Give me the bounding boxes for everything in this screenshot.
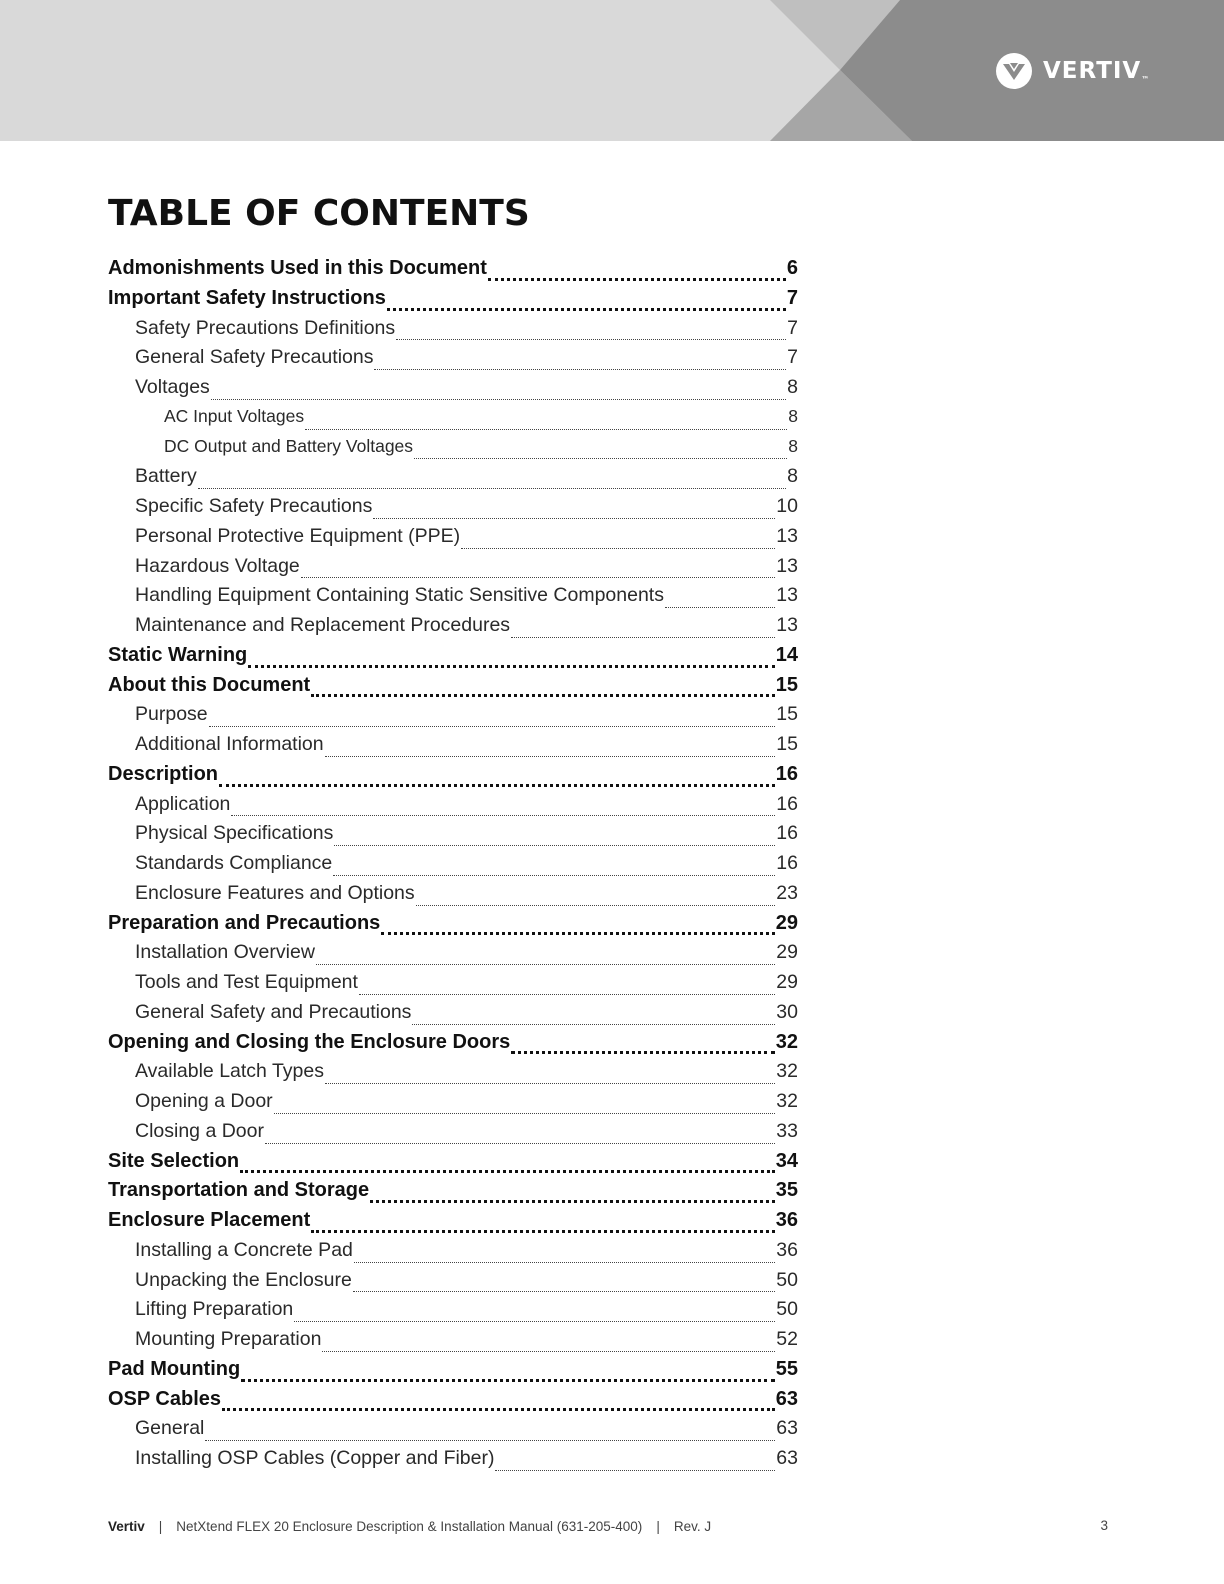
toc-leader-dots [416,904,776,906]
toc-leader-dots [373,517,775,519]
toc-leader-dots [209,725,776,727]
toc-entry[interactable] [108,941,798,971]
toc-entry[interactable] [108,674,798,704]
toc-entry[interactable] [108,1239,798,1269]
toc-leader-dots [495,1469,775,1471]
toc-entry-page: 63 [776,1447,798,1469]
footer-document-title: NetXtend FLEX 20 Enclosure Description & Installation Manual (631-205-400) [176,1518,643,1534]
toc-entry-page: 13 [776,554,798,577]
toc-leader-dots [414,457,787,459]
toc-entry-page: 50 [776,1298,798,1321]
footer-separator: | [158,1518,163,1534]
toc-leader-dots [305,428,787,430]
toc-entry-page: 29 [775,911,798,934]
toc-entry-page: 16 [775,762,798,785]
toc-entry-page: 55 [775,1357,798,1380]
footer-revision: Rev. J [673,1518,712,1534]
toc-entry-title: Handling Equipment Containing Static Sensitive Components [135,584,664,607]
toc-entry-title: Opening and Closing the Enclosure Doors [108,1030,511,1053]
toc-entry-title: Installing OSP Cables (Copper and Fiber) [135,1447,495,1469]
toc-entry[interactable] [108,1417,798,1447]
toc-entry-title: Pad Mounting [108,1357,241,1380]
toc-entry[interactable] [108,555,798,585]
toc-entry-page: 13 [776,584,798,607]
toc-leader-dots [316,963,775,965]
toc-leader-dots [265,1142,775,1144]
header-band [0,0,1224,141]
toc-entry-page: 29 [776,971,798,993]
toc-leader-dots [325,755,776,757]
toc-entry[interactable] [108,317,798,347]
toc-entry[interactable] [108,882,798,912]
toc-leader-dots [294,1320,775,1322]
toc-leader-dots [231,814,775,816]
toc-entry-title: AC Input Voltages [164,405,305,426]
toc-entry-page: 6 [786,257,798,279]
toc-leader-dots [488,277,786,281]
toc-entry[interactable] [108,703,798,733]
toc-entry-page: 16 [776,822,798,845]
toc-entry[interactable] [108,1298,798,1328]
toc-entry[interactable] [108,584,798,614]
logo-wordmark: VERTIV™ [1043,58,1151,84]
toc-entry[interactable] [108,1090,798,1120]
toc-entry[interactable] [108,852,798,882]
toc-entry[interactable] [108,406,798,436]
toc-leader-dots [311,693,775,697]
toc-entry-title: Enclosure Placement [108,1209,311,1231]
toc-entry-title: Admonishments Used in this Document [108,257,487,279]
toc-leader-dots [359,993,775,995]
toc-leader-dots [374,368,786,370]
toc-entry-page: 15 [776,703,798,726]
toc-entry[interactable] [108,346,798,376]
toc-leader-dots [353,1290,776,1292]
vertiv-logo [995,52,1150,90]
toc-entry-title: Purpose [135,703,208,726]
toc-entry-page: 8 [787,376,798,398]
toc-leader-dots [274,1112,776,1114]
toc-entry-title: General [135,1417,205,1440]
toc-entry-page: 10 [776,495,798,517]
toc-entry-title: Maintenance and Replacement Procedures [135,614,511,636]
toc-entry[interactable] [108,1120,798,1150]
toc-entry[interactable] [108,763,798,793]
toc-entry[interactable] [108,971,798,1001]
toc-leader-dots [396,338,786,340]
toc-entry-title: About this Document [108,673,311,696]
toc-entry-page: 8 [787,465,798,488]
toc-entry-page: 15 [775,673,798,696]
toc-entry-page: 32 [776,1090,798,1112]
toc-entry-page: 50 [776,1268,798,1291]
toc-entry-page: 13 [776,614,798,636]
toc-leader-dots [333,874,775,876]
toc-leader-dots [211,398,786,400]
toc-entry[interactable] [108,912,798,942]
toc-entry[interactable] [108,287,798,317]
toc-entry-title: Personal Protective Equipment (PPE) [135,524,461,547]
toc-leader-dots [370,1199,775,1203]
toc-leader-dots [665,606,775,608]
toc-leader-dots [381,931,774,935]
toc-entry[interactable] [108,257,798,287]
toc-entry-title: Lifting Preparation [135,1298,294,1321]
vertiv-logo-icon [995,52,1033,90]
toc-leader-dots [240,1169,775,1173]
toc-entry-page: 36 [776,1238,798,1261]
toc-entry-page: 33 [776,1119,798,1142]
toc-entry[interactable] [108,614,798,644]
toc-entry-title: Battery [135,465,197,488]
page-footer [108,1515,1108,1537]
toc-entry-page: 32 [776,1060,798,1083]
toc-entry[interactable] [108,1388,798,1418]
toc-entry-title: Closing a Door [135,1119,264,1142]
toc-entry[interactable] [108,644,798,674]
toc-leader-dots [511,636,775,638]
toc-entry-title: OSP Cables [108,1387,222,1410]
toc-leader-dots [219,783,775,787]
toc-leader-dots [387,307,786,311]
toc-entry-page: 13 [776,524,798,547]
toc-entry-page: 15 [776,733,798,755]
toc-entry-page: 35 [775,1179,798,1202]
toc-leader-dots [248,664,774,668]
toc-entry-title: Installation Overview [135,941,315,964]
toc-entry-title: Available Latch Types [135,1060,324,1083]
toc-entry-title: DC Output and Battery Voltages [164,435,414,456]
toc-entry[interactable] [108,1060,798,1090]
toc-entry[interactable] [108,1209,798,1239]
toc-entry-page: 32 [775,1030,798,1053]
toc-entry[interactable] [108,1001,798,1031]
toc-entry[interactable] [108,1269,798,1299]
toc-entry-page: 52 [776,1328,798,1350]
toc-entry-title: Additional Information [135,733,324,755]
toc-entry[interactable] [108,1179,798,1209]
toc-entry-page: 7 [787,316,798,339]
toc-entry-page: 34 [775,1149,798,1172]
footer-page-number: 3 [1100,1518,1108,1533]
toc-entry-title: Transportation and Storage [108,1179,370,1202]
toc-leader-dots [301,576,776,578]
toc-entry-title: Mounting Preparation [135,1328,322,1350]
toc-entry-title: Physical Specifications [135,822,334,845]
toc-entry[interactable] [108,465,798,495]
toc-entry-page: 7 [787,346,798,369]
toc-entry-page: 8 [788,405,798,426]
toc-entry-page: 8 [788,435,798,456]
toc-entry-title: Specific Safety Precautions [135,495,373,517]
toc-entry-page: 16 [776,852,798,874]
toc-entry-title: Voltages [135,376,210,398]
toc-entry-page: 36 [775,1209,798,1231]
toc-entry[interactable] [108,1328,798,1358]
toc-entry[interactable] [108,525,798,555]
toc-entry-title: Standards Compliance [135,852,333,874]
toc-entry-page: 63 [776,1417,798,1440]
toc-leader-dots [322,1350,775,1352]
toc-leader-dots [412,1023,775,1025]
page-title: TABLE OF CONTENTS [108,193,530,234]
toc-entry-title: Hazardous Voltage [135,554,300,577]
toc-entry-title: Tools and Test Equipment [135,971,358,993]
toc-entry-title: Application [135,792,231,815]
footer-separator: | [656,1518,660,1534]
toc-entry[interactable] [108,1150,798,1180]
toc-entry-page: 23 [776,881,798,904]
toc-entry[interactable] [108,436,798,466]
toc-leader-dots [334,844,775,846]
toc-entry-title: Unpacking the Enclosure [135,1268,352,1291]
toc-entry-page: 63 [775,1387,798,1410]
toc-leader-dots [205,1439,775,1441]
toc-entry[interactable] [108,495,798,525]
toc-entry-page: 30 [776,1000,798,1023]
toc-entry-title: Site Selection [108,1149,240,1172]
toc-entry-title: Enclosure Features and Options [135,881,415,904]
toc-leader-dots [354,1261,775,1263]
table-of-contents [108,257,798,1477]
toc-leader-dots [222,1407,775,1411]
footer-brand: Vertiv [108,1518,145,1534]
toc-entry[interactable] [108,793,798,823]
toc-entry-title: General Safety Precautions [135,346,374,369]
toc-entry-page: 16 [776,792,798,815]
toc-entry[interactable] [108,1447,798,1477]
toc-leader-dots [325,1082,775,1084]
toc-entry[interactable] [108,1031,798,1061]
toc-entry-page: 7 [786,286,798,309]
toc-entry[interactable] [108,822,798,852]
toc-leader-dots [311,1229,774,1233]
toc-entry-title: Installing a Concrete Pad [135,1238,353,1261]
toc-entry[interactable] [108,733,798,763]
toc-leader-dots [241,1378,775,1382]
toc-entry-title: Static Warning [108,643,248,666]
toc-entry-title: Preparation and Precautions [108,911,381,934]
toc-entry-title: Description [108,762,219,785]
toc-entry-title: Safety Precautions Definitions [135,316,396,339]
toc-leader-dots [198,487,786,489]
toc-entry-title: Opening a Door [135,1090,273,1112]
toc-entry-page: 14 [775,643,798,666]
toc-entry-title: General Safety and Precautions [135,1000,412,1023]
toc-entry-title: Important Safety Instructions [108,286,386,309]
toc-entry-page: 29 [776,941,798,964]
toc-leader-dots [511,1050,774,1054]
toc-entry[interactable] [108,1358,798,1388]
toc-leader-dots [461,547,775,549]
toc-entry[interactable] [108,376,798,406]
